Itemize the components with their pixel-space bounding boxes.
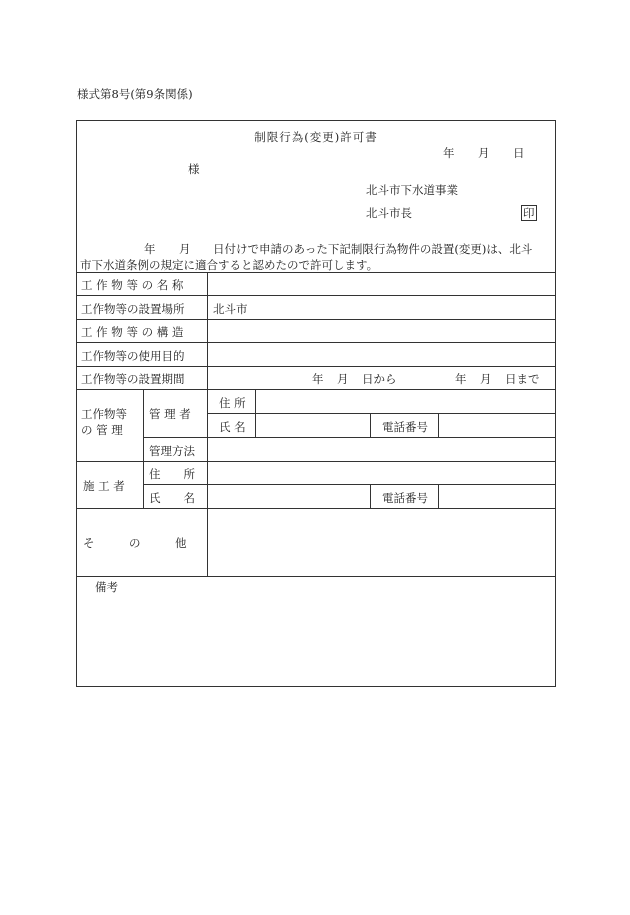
name-sub-label: 氏 名 <box>219 420 246 434</box>
period-from-month: 月 <box>337 372 349 386</box>
period-label: 工作物等の設置期間 <box>81 372 185 386</box>
name-label: 工 作 物 等 の 名 称 <box>81 278 184 292</box>
issuer-org: 北斗市下水道事業 <box>366 183 458 197</box>
permit-title: 制限行為(変更)許可書 <box>254 130 378 144</box>
remarks-label: 備考 <box>95 580 118 594</box>
manager-label: 管 理 者 <box>149 407 191 421</box>
date-month: 月 <box>478 146 490 160</box>
period-from-year: 年 <box>312 372 324 386</box>
seal-mark: 印 <box>523 206 535 220</box>
body-line-2: 市下水道条例の規定に適合すると認めたので許可します。 <box>80 258 379 272</box>
structure-label: 工 作 物 等 の 構 造 <box>81 325 184 339</box>
issuer-name: 北斗市長 <box>366 206 412 220</box>
period-to-month: 月 <box>480 372 492 386</box>
location-label: 工作物等の設置場所 <box>81 302 185 316</box>
body-year: 年 <box>144 242 156 256</box>
phone-label: 電話番号 <box>382 420 428 434</box>
period-from-day: 日から <box>362 372 397 386</box>
contractor-name-label: 氏 名 <box>149 491 195 505</box>
address-label: 住 所 <box>219 396 246 410</box>
mgmt-group-label-1: 工作物等 <box>81 407 127 421</box>
location-value: 北斗市 <box>213 302 248 316</box>
date-day: 日 <box>513 146 525 160</box>
date-year: 年 <box>443 146 455 160</box>
period-to-year: 年 <box>455 372 467 386</box>
form-id: 様式第8号(第9条関係) <box>77 87 193 101</box>
contractor-label: 施 工 者 <box>83 479 125 493</box>
permit-form <box>76 120 556 687</box>
contractor-address-label: 住 所 <box>149 467 195 481</box>
purpose-label: 工作物等の使用目的 <box>81 349 185 363</box>
body-line-1: 日付けで申請のあった下記制限行為物件の設置(変更)は、北斗 <box>213 242 533 256</box>
body-month: 月 <box>179 242 191 256</box>
addressee-suffix: 様 <box>188 162 200 176</box>
contractor-phone-label: 電話番号 <box>382 491 428 505</box>
period-to-day: 日まで <box>505 372 540 386</box>
other-label: そ の 他 <box>83 536 187 550</box>
method-label: 管理方法 <box>149 444 195 458</box>
mgmt-group-label-2: の 管 理 <box>81 423 123 437</box>
